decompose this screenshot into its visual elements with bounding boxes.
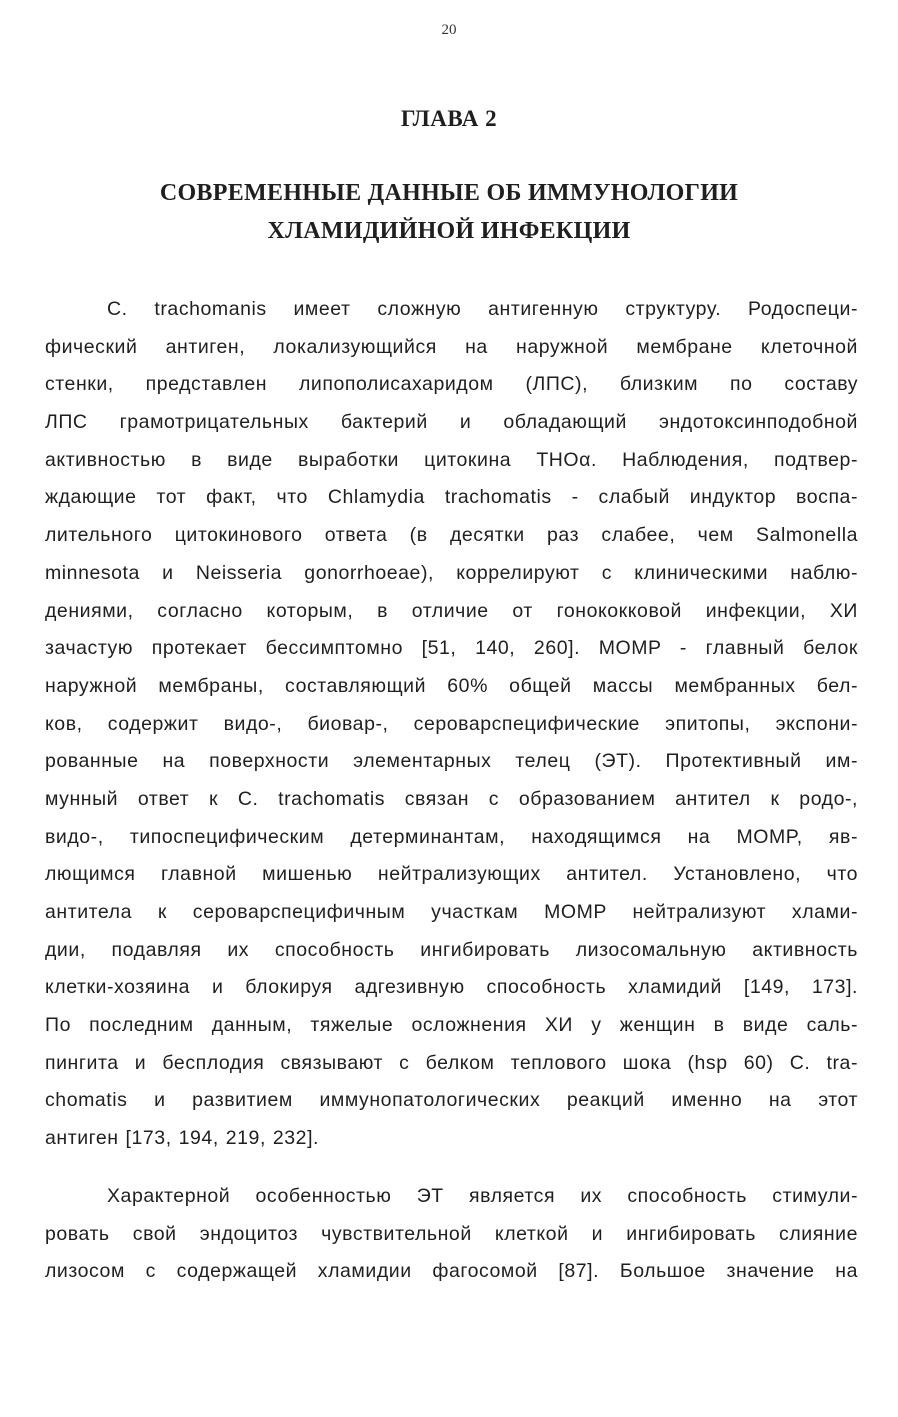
text-line: активностью в виде выработки цитокина ТНОα. Наблюдения, подтвер- xyxy=(45,448,858,471)
text-line: мунный ответ к C. trachomatis связан с образованием антител к родо-, xyxy=(45,787,858,810)
text-line: лительного цитокинового ответа (в десятки раз слабее, чем Salmonella xyxy=(45,524,858,547)
chapter-title-line-1: СОВРЕМЕННЫЕ ДАННЫЕ ОБ ИММУНОЛОГИИ xyxy=(159,180,739,206)
text-line: рованные на поверхности элементарных телец (ЭТ). Протективный им- xyxy=(45,750,858,773)
paragraph-1 xyxy=(45,291,858,1158)
chapter-heading: ГЛАВА 2 xyxy=(400,106,498,131)
text-line: фический антиген, локализующийся на наружной мембране клеточной xyxy=(45,335,858,358)
text-line: зачастую протекает бессимптомно [51, 140, 260]. MOMP - главный белок xyxy=(45,637,858,660)
text-line: дии, подавляя их способность ингибировать лизосомальную активность xyxy=(45,938,858,961)
paragraph-2 xyxy=(45,1178,858,1291)
text-line: пингита и бесплодия связывают с белком теплового шока (hsp 60) C. tra- xyxy=(45,1051,858,1074)
text-line: лющимся главной мишенью нейтрализующих антител. Установлено, что xyxy=(45,863,858,886)
text-line: антиген [173, 194, 219, 232]. xyxy=(45,1127,320,1150)
page-number: 20 xyxy=(441,22,457,38)
text-line: лизосом с содержащей хламидии фагосомой [87]. Большое значение на xyxy=(45,1260,858,1283)
text-line: клетки-хозяина и блокируя адгезивную способность хламидий [149, 173]. xyxy=(45,976,858,999)
text-line: C. trachomanis имеет сложную антигенную структуру. Родоспеци- xyxy=(107,298,858,320)
text-line: стенки, представлен липополисахаридом (ЛПС), близким по составу xyxy=(45,373,858,396)
text-line: ровать свой эндоцитоз чувствительной клеткой и ингибировать слияние xyxy=(45,1222,858,1245)
text-line: minnesota и Neisseria gonorrhoeae), коррелируют с клиническими наблю- xyxy=(45,561,858,584)
text-line: ЛПС грамотрицательных бактерий и обладающий эндотоксинподобной xyxy=(45,411,858,434)
text-line: дениями, согласно которым, в отличие от гонококковой инфекции, ХИ xyxy=(45,599,858,622)
text-line: chomatis и развитием иммунопатологических реакций именно на этот xyxy=(45,1089,858,1112)
text-line: ков, содержит видо-, биовар-, сероварспецифические эпитопы, экспони- xyxy=(45,712,858,735)
text-line: Характерной особенностью ЭТ является их способность стимули- xyxy=(107,1185,858,1207)
text-line: антитела к сероварспецифичным участкам MOMP нейтрализуют хлами- xyxy=(45,901,858,923)
text-line: наружной мембраны, составляющий 60% общей массы мембранных бел- xyxy=(45,674,858,697)
text-line: По последним данным, тяжелые осложнения ХИ у женщин в виде саль- xyxy=(45,1014,858,1037)
chapter-title-line-2: ХЛАМИДИЙНОЙ ИНФЕКЦИИ xyxy=(267,218,631,244)
text-line: видо-, типоспецифическим детерминантам, находящимся на MOMP, яв- xyxy=(45,825,858,848)
text-line: ждающие тот факт, что Chlamydia trachomatis - слабый индуктор воспа- xyxy=(45,486,858,509)
